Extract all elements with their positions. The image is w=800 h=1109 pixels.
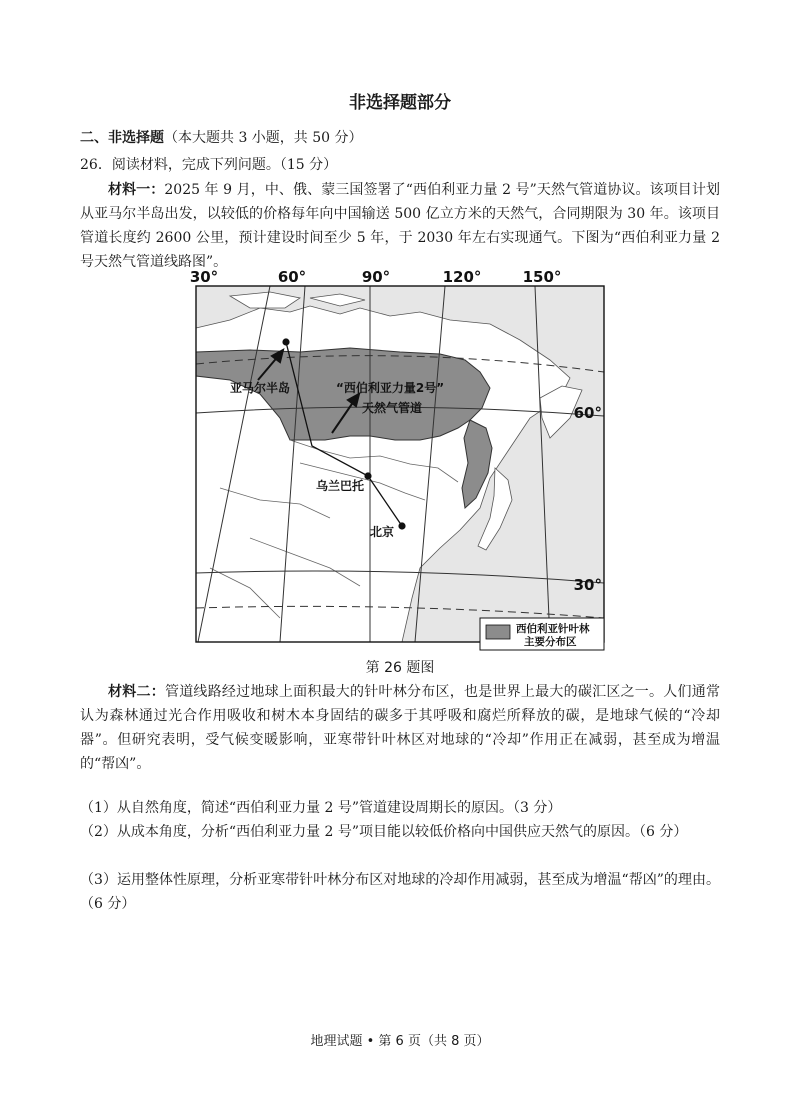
lat-label-30: 30° [573,576,602,594]
pipeline-label-line2: 天然气管道 [362,401,423,415]
legend-line2: 主要分布区 [524,636,577,648]
legend-swatch [486,625,510,639]
yamal-label: 亚马尔半岛 [230,381,291,395]
beijing-label: 北京 [370,525,395,539]
section-heading-line [80,128,363,148]
sub-question-3: （3）运用整体性原理，分析亚寒带针叶林分布区对地球的冷却作用减弱，甚至成为增温“帮凶”的理由。（6 分） [80,872,720,912]
figure-caption: 第 26 题图 [365,660,435,676]
ulaanbaatar-point [364,472,371,479]
material-one-label: 材料一： [108,182,165,198]
material-two-text: 管道线路经过地球上面积最大的针叶林分布区，也是世界上最大的碳汇区之一。人们通常认为森林通过光合作用吸收和树木本身固结的碳多于其呼吸和腐烂所释放的碳，是地球气候的“冷却器”。但研究表明，受气候变暖影响，亚寒带针叶林区对地球的“冷却”作用正在减弱，甚至成为增温的“帮凶”。 [80,684,720,772]
material-one [80,178,720,274]
pipeline-route-map [190,268,610,660]
lon-label-30: 30° [190,268,219,286]
page-footer: 地理试题 • 第 6 页（共 8 页） [310,1034,490,1049]
sub-question-1: （1）从自然角度，简述“西伯利亚力量 2 号”管道建设周期长的原因。（3 分） [80,800,562,816]
material-one-text: 2025 年 9 月，中、俄、蒙三国签署了“西伯利亚力量 2 号”天然气管道协议。该项目计划从亚马尔半岛出发，以较低的价格每年向中国输送 500 亿立方米的天然气，合同期限为 30 年。该项目管道长度约 2600 公里，预计建设时间至少 5 年，于 2030 年左右实现通气。下图为“西伯利亚力量 2 号天然气管道线路图”。 [80,182,720,270]
map-legend [480,618,604,650]
ulaanbaatar-label: 乌兰巴托 [316,479,365,493]
lon-label-90: 90° [361,268,391,286]
legend-line1: 西伯利亚针叶林 [516,623,590,635]
section-heading: 二、非选择题 [80,130,164,146]
material-two [80,680,720,776]
lon-label-60: 60° [277,268,307,286]
lon-label-150: 150° [522,268,562,286]
beijing-point [398,522,405,529]
yamal-point [282,338,289,345]
question-number-line: 26．阅读材料，完成下列问题。（15 分） [80,157,338,173]
material-two-label: 材料二： [108,684,165,700]
lat-label-60: 60° [573,404,602,422]
page-title: 非选择题部分 [349,93,451,113]
sub-question-2: （2）从成本角度，分析“西伯利亚力量 2 号”项目能以较低价格向中国供应天然气的原因。（6 分） [80,824,688,840]
pipeline-label-line1: “西伯利亚力量2号” [336,381,445,395]
section-note: （本大题共 3 小题，共 50 分） [164,130,363,146]
lon-label-120: 120° [442,268,482,286]
